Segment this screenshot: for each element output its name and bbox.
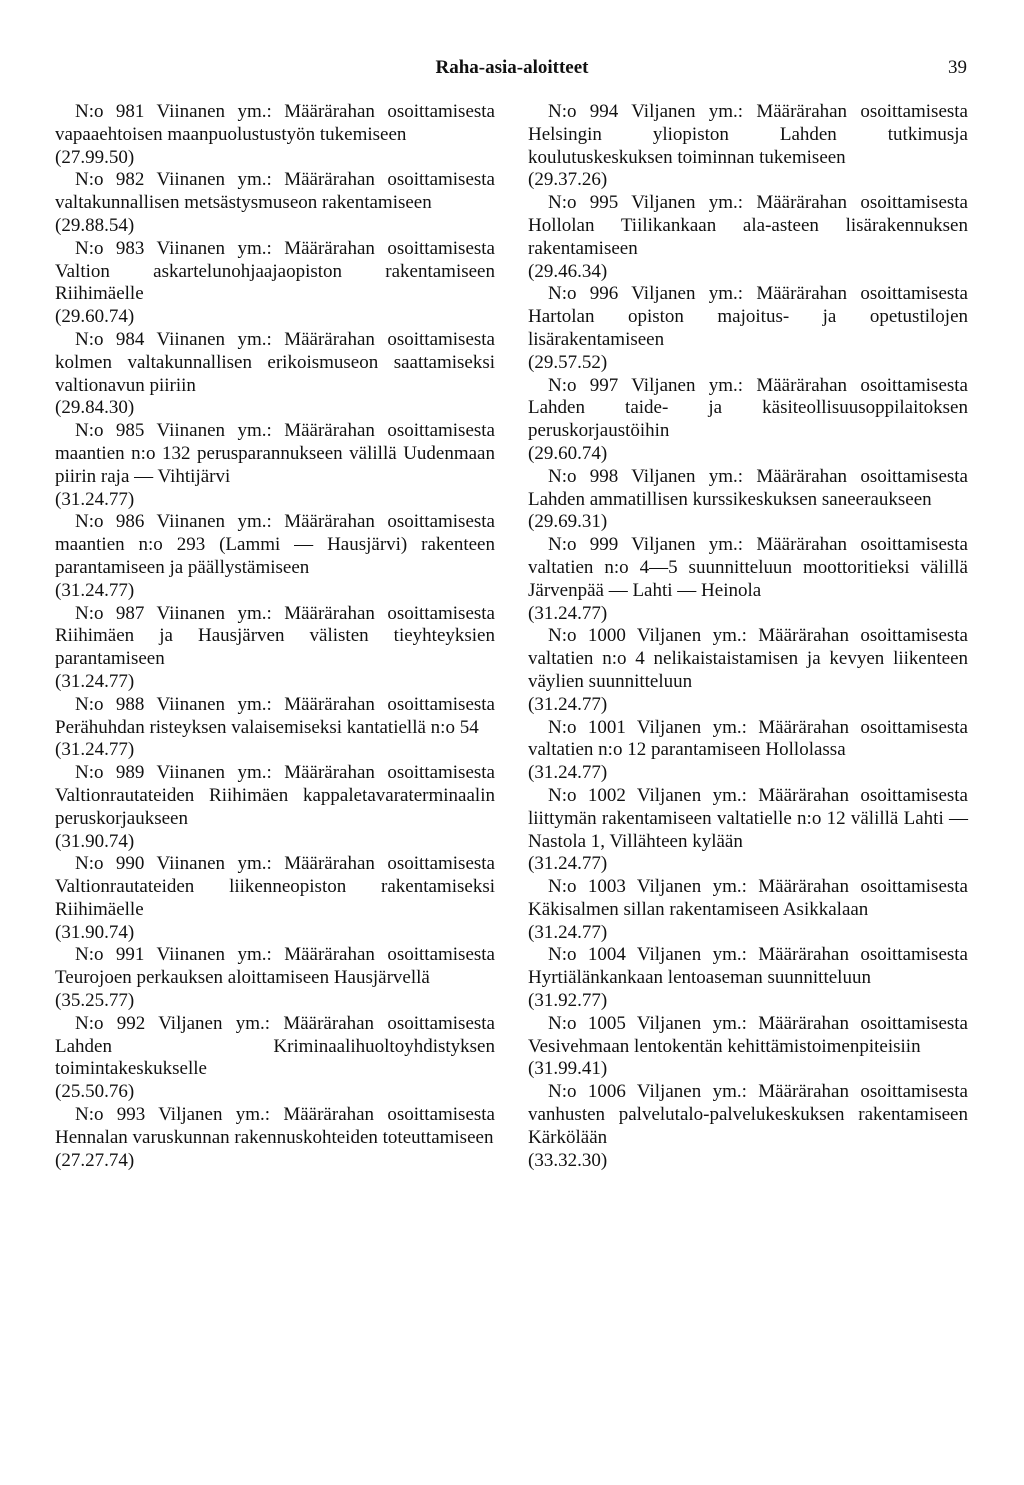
budget-item-code: (31.24.77) bbox=[528, 853, 608, 875]
budget-item-code: (31.24.77) bbox=[55, 579, 135, 601]
motion-description: N:o 996 Viljanen ym.: Määrärahan osoittamisesta Hartolan opiston majoitus- ja opetustilojen lisärakentamiseen bbox=[528, 283, 968, 350]
list-item bbox=[55, 853, 495, 944]
list-item bbox=[55, 420, 495, 511]
list-item bbox=[528, 534, 968, 625]
page-header bbox=[0, 56, 1024, 80]
list-item bbox=[55, 238, 495, 329]
list-item bbox=[528, 375, 968, 466]
page-number: 39 bbox=[948, 57, 967, 78]
budget-item-code: (31.24.77) bbox=[528, 762, 608, 784]
budget-item-code: (29.88.54) bbox=[55, 214, 135, 236]
list-item bbox=[55, 1013, 495, 1104]
motion-description: N:o 995 Viljanen ym.: Määrärahan osoittamisesta Hollolan Tiilikankaan ala-asteen lisärakennuksen rakentamiseen bbox=[528, 192, 968, 259]
budget-item-code: (29.46.34) bbox=[528, 260, 608, 282]
budget-item-code: (29.60.74) bbox=[55, 306, 135, 328]
right-column bbox=[528, 101, 968, 1172]
motion-description: N:o 987 Viinanen ym.: Määrärahan osoittamisesta Riihimäen ja Hausjärven välisten tieyhteyksien parantamiseen bbox=[55, 602, 495, 670]
motion-description: N:o 999 Viljanen ym.: Määrärahan osoittamisesta valtatien n:o 4—5 suunnitteluun moottoritieksi välillä Järvenpää — Lahti — Heinola bbox=[528, 534, 968, 601]
budget-item-code: (31.24.77) bbox=[528, 693, 608, 715]
motion-description: N:o 982 Viinanen ym.: Määrärahan osoittamisesta valtakunnallisen metsästysmuseon rakentamiseen bbox=[55, 169, 495, 214]
list-item bbox=[55, 1104, 495, 1172]
motion-description: N:o 1005 Viljanen ym.: Määrärahan osoittamisesta Vesivehmaan lentokentän kehittämistoimenpiteisiin bbox=[528, 1012, 968, 1057]
list-item bbox=[55, 329, 495, 420]
motion-description: N:o 997 Viljanen ym.: Määrärahan osoittamisesta Lahden taide- ja käsiteollisuusoppilaitoksen peruskorjaustöihin bbox=[528, 374, 968, 442]
list-item bbox=[528, 101, 968, 192]
list-item bbox=[528, 192, 968, 283]
budget-item-code: (27.27.74) bbox=[55, 1149, 135, 1171]
list-item bbox=[528, 785, 968, 876]
budget-item-code: (31.24.77) bbox=[528, 602, 608, 624]
list-item bbox=[55, 511, 495, 602]
list-item bbox=[55, 762, 495, 853]
budget-item-code: (29.57.52) bbox=[528, 351, 608, 373]
budget-item-code: (31.90.74) bbox=[55, 921, 135, 943]
budget-item-code: (31.24.77) bbox=[55, 488, 135, 510]
motion-description: N:o 988 Viinanen ym.: Määrärahan osoittamisesta Perähuhdan risteyksen valaisemiseksi kantatiellä n:o 54 bbox=[55, 693, 495, 738]
list-item bbox=[55, 603, 495, 694]
motion-description: N:o 983 Viinanen ym.: Määrärahan osoittamisesta Valtion askartelunohjaajaopiston rakentamiseen Riihimäelle bbox=[55, 237, 495, 305]
budget-item-code: (31.99.41) bbox=[528, 1058, 608, 1080]
motion-description: N:o 991 Viinanen ym.: Määrärahan osoittamisesta Teurojoen perkauksen aloittamiseen Hausjärvellä bbox=[55, 944, 495, 989]
motion-description: N:o 993 Viljanen ym.: Määrärahan osoittamisesta Hennalan varuskunnan rakennuskohteiden toteuttamiseen bbox=[55, 1104, 495, 1148]
motion-description: N:o 985 Viinanen ym.: Määrärahan osoittamisesta maantien n:o 132 perusparannukseen välillä Uudenmaan piirin raja — Vihtijärvi bbox=[55, 420, 495, 487]
page-title: Raha-asia-aloitteet bbox=[435, 57, 589, 78]
list-item bbox=[528, 283, 968, 374]
motion-description: N:o 992 Viljanen ym.: Määrärahan osoittamisesta Lahden Kriminaalihuoltoyhdistyksen toimintakeskukselle bbox=[55, 1012, 495, 1080]
list-item bbox=[55, 694, 495, 762]
motion-description: N:o 989 Viinanen ym.: Määrärahan osoittamisesta Valtionrautateiden Riihimäen kappaletavaraterminaalin peruskorjaukseen bbox=[55, 762, 495, 829]
motion-description: N:o 981 Viinanen ym.: Määrärahan osoittamisesta vapaaehtoisen maanpuolustustyön tukemiseen bbox=[55, 101, 495, 145]
budget-item-code: (25.50.76) bbox=[55, 1081, 135, 1103]
budget-item-code: (35.25.77) bbox=[55, 990, 135, 1012]
motion-description: N:o 1000 Viljanen ym.: Määrärahan osoittamisesta valtatien n:o 4 nelikaistaistamisen ja kevyen liikenteen väylien suunnitteluun bbox=[528, 625, 968, 692]
list-item bbox=[528, 466, 968, 534]
motion-description: N:o 1001 Viljanen ym.: Määrärahan osoittamisesta valtatien n:o 12 parantamiseen Hollolassa bbox=[528, 716, 968, 761]
budget-item-code: (31.92.77) bbox=[528, 990, 608, 1012]
motion-description: N:o 998 Viljanen ym.: Määrärahan osoittamisesta Lahden ammatillisen kurssikeskuksen saneeraukseen bbox=[528, 465, 968, 510]
left-column bbox=[55, 101, 495, 1172]
list-item bbox=[55, 944, 495, 1012]
list-item bbox=[528, 1013, 968, 1081]
motion-description: N:o 990 Viinanen ym.: Määrärahan osoittamisesta Valtionrautateiden liikenneopiston rakentamiseksi Riihimäelle bbox=[55, 853, 495, 920]
motion-description: N:o 984 Viinanen ym.: Määrärahan osoittamisesta kolmen valtakunnallisen erikoismuseon saattamiseksi valtionavun piiriin bbox=[55, 328, 495, 396]
budget-item-code: (29.60.74) bbox=[528, 442, 608, 464]
list-item bbox=[528, 625, 968, 716]
motion-description: N:o 1006 Viljanen ym.: Määrärahan osoittamisesta vanhusten palvelutalo-palvelukeskuksen rakentamiseen Kärkölään bbox=[528, 1081, 968, 1148]
list-item bbox=[55, 101, 495, 169]
list-item bbox=[528, 1081, 968, 1172]
budget-item-code: (31.24.77) bbox=[55, 739, 135, 761]
motion-description: N:o 986 Viinanen ym.: Määrärahan osoittamisesta maantien n:o 293 (Lammi — Hausjärvi) rakenteen parantamiseen ja päällystämiseen bbox=[55, 511, 495, 578]
budget-item-code: (31.90.74) bbox=[55, 830, 135, 852]
budget-item-code: (33.32.30) bbox=[528, 1149, 608, 1171]
motion-description: N:o 1002 Viljanen ym.: Määrärahan osoittamisesta liittymän rakentamiseen valtatielle n:o 12 välillä Lahti — Nastola 1, Villähteen kylään bbox=[528, 784, 968, 852]
list-item bbox=[528, 876, 968, 944]
motion-description: N:o 1004 Viljanen ym.: Määrärahan osoittamisesta Hyrtiälänkankaan lentoaseman suunnitteluun bbox=[528, 944, 968, 989]
list-item bbox=[55, 169, 495, 237]
budget-item-code: (27.99.50) bbox=[55, 146, 135, 168]
list-item bbox=[528, 944, 968, 1012]
budget-item-code: (31.24.77) bbox=[55, 670, 135, 692]
budget-item-code: (31.24.77) bbox=[528, 921, 608, 943]
motion-description: N:o 994 Viljanen ym.: Määrärahan osoittamisesta Helsingin yliopiston Lahden tutkimusja koulutuskeskuksen toiminnan tukemiseen bbox=[528, 101, 968, 168]
budget-item-code: (29.69.31) bbox=[528, 511, 608, 533]
motion-description: N:o 1003 Viljanen ym.: Määrärahan osoittamisesta Käkisalmen sillan rakentamiseen Asikkalaan bbox=[528, 876, 968, 920]
list-item bbox=[528, 717, 968, 785]
budget-item-code: (29.37.26) bbox=[528, 169, 608, 191]
budget-item-code: (29.84.30) bbox=[55, 397, 135, 419]
